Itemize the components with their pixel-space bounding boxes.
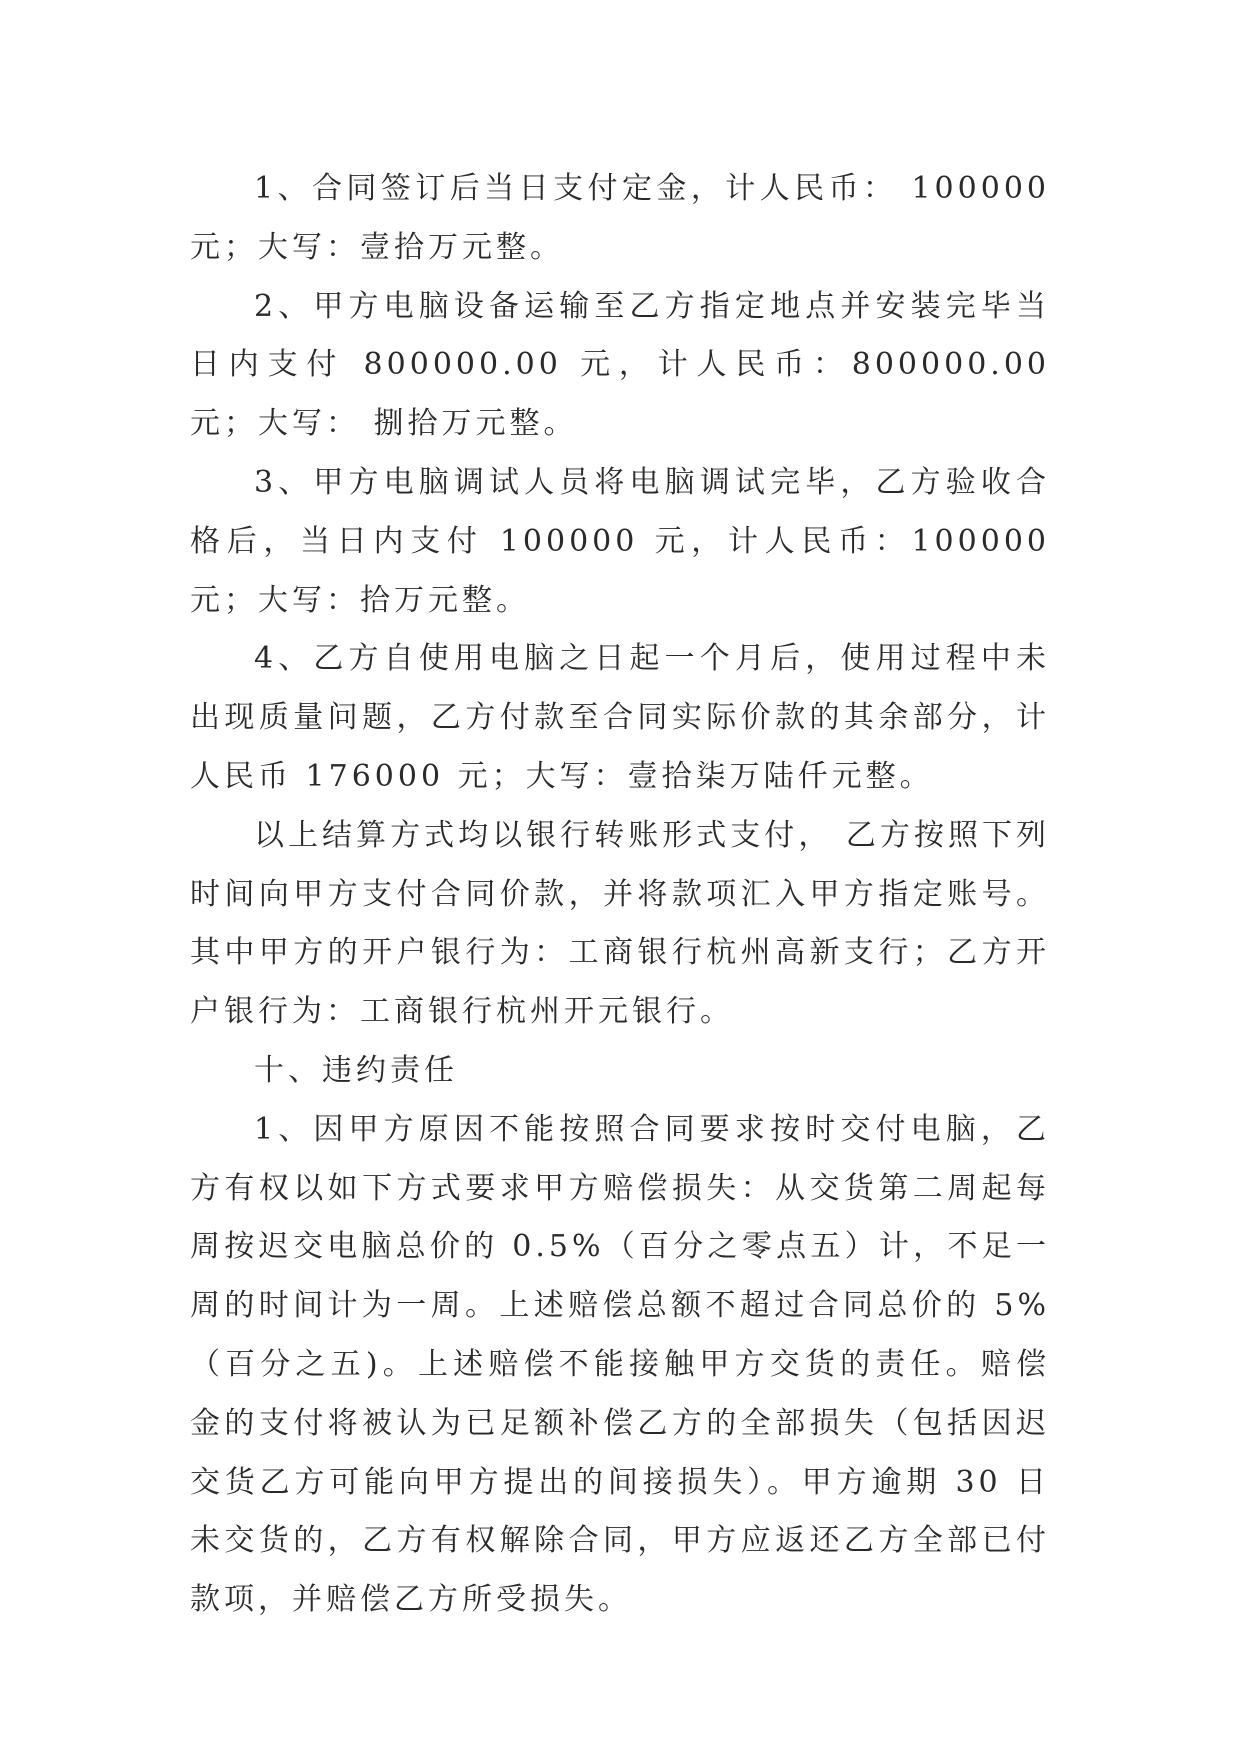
payment-clause-1: 1、合同签订后当日支付定金，计人民币： 100000 元；大写：壹拾万元整。 — [190, 171, 1050, 265]
payment-clause-2: 2、甲方电脑设备运输至乙方指定地点并安装完毕当日内支付 800000.00 元，计人民币：800000.00 元；大写： 捌拾万元整。 — [190, 288, 1050, 442]
payment-clause-4: 4、乙方自使用电脑之日起一个月后，使用过程中未出现质量问题，乙方付款至合同实际价款的其余部分，计人民币 176000 元；大写：壹拾柒万陆仟元整。 — [190, 641, 1050, 794]
document-body — [190, 160, 1050, 1630]
payment-clause-3: 3、甲方电脑调试人员将电脑调试完毕，乙方验收合格后，当日内支付 100000 元，计人民币：100000 元；大写：拾万元整。 — [190, 464, 1050, 618]
breach-clause-1: 1、因甲方原因不能按照合同要求按时交付电脑，乙方有权以如下方式要求甲方赔偿损失：从交货第二周起每周按迟交电脑总价的 0.5%（百分之零点五）计，不足一周的时间计为一周。上述赔偿总额不超过合同总价的 5%（百分之五)。上述赔偿不能接触甲方交货的责任。赔偿金的支付将被认为已足额补偿乙方的全部损失（包括因迟交货乙方可能向甲方提出的间接损失）。甲方逾期 30 日未交货的，乙方有权解除合同，甲方应返还乙方全部已付款项，并赔偿乙方所受损失。 — [190, 1111, 1050, 1618]
section-heading-breach-liability: 十、违约责任 — [254, 1052, 458, 1088]
payment-method-paragraph: 以上结算方式均以银行转账形式支付， 乙方按照下列时间向甲方支付合同价款，并将款项汇入甲方指定账号。其中甲方的开户银行为：工商银行杭州高新支行；乙方开户银行为：工商银行杭州开元银行。 — [190, 817, 1050, 1030]
